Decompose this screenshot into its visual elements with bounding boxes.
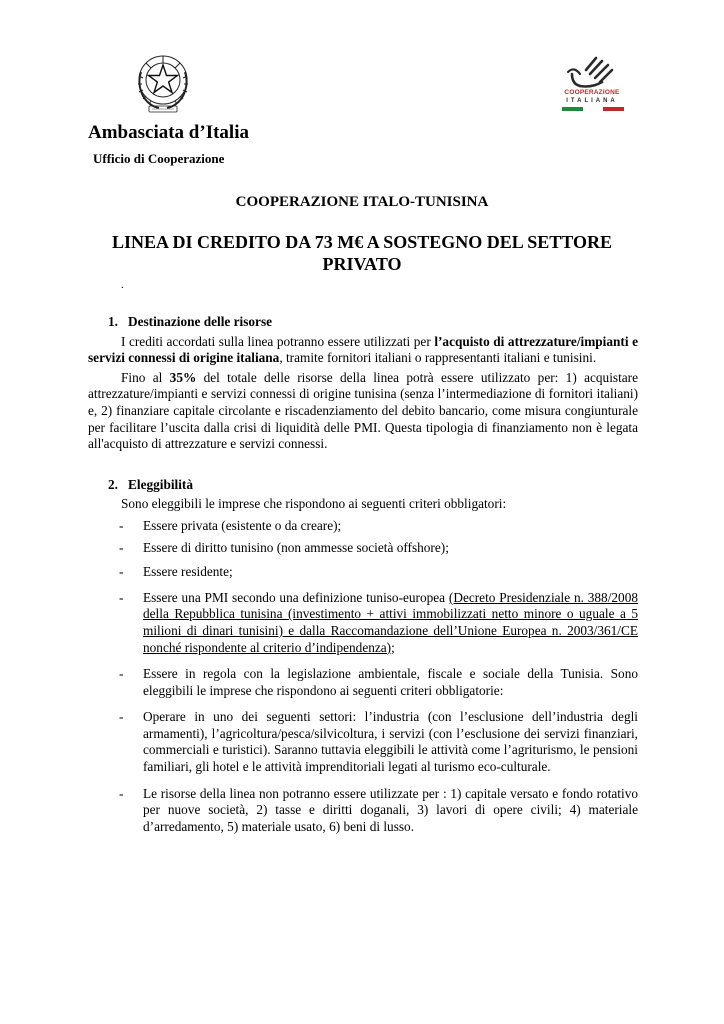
p1-text-c: , tramite fornitori italiani o rappresentanti italiani e tunisini.	[279, 350, 597, 366]
list-item-text: Essere una PMI secondo una definizione tuniso-europea	[143, 589, 449, 605]
section-1-title: Destinazione delle risorse	[128, 314, 273, 329]
document-body	[88, 314, 638, 835]
section-2-intro: Sono eleggibili le imprese che rispondono ai seguenti criteri obbligatori:	[121, 496, 507, 512]
list-marker: -	[119, 709, 124, 725]
list-marker: -	[119, 517, 124, 533]
list-marker: -	[119, 785, 124, 801]
list-item-text: Le risorse della linea non potranno essere utilizzate per : 1) capitale versato e fondo rotativo per nuove società, 2) tasse e diritti doganali, 3) lavori di opere civili; 4) materiale d’arredamento, 5) materiale usato, 6) beni di lusso.	[143, 785, 638, 834]
list-item-text-underlined: (Decreto Presidenziale n. 388/2008 della Repubblica tunisina (investimento + attivi immobilizzati netto minore o uguale a 5 milioni di dinari tunisini) e dalla Raccomandazione dell’Unione Europea n. 2003/361/CE nonché rispondente al criterio d’indipendenza)	[143, 589, 638, 655]
section-2-heading	[88, 477, 638, 494]
p2-text-c: del totale delle risorse della linea potrà essere utilizzato per: 1) acquistare attrezzature/impianti e servizi connessi di origine tunisina (senza l’intermediazione di fornitori italiani) e, 2) finanziare capitale circolante e riscadenziamento del debito bancario, come misura congiunturale per facilitare l’uscita dalla crisi di liquidità delle PMI. Questa tipologia di finanziamento non è legata all'acquisto di attrezzature e servizi connessi.	[88, 369, 638, 452]
document-title: LINEA DI CREDITO DA 73 M€ A SOSTEGNO DEL SETTORE PRIVATO	[112, 232, 612, 274]
logo-bar-green	[562, 107, 583, 111]
list-item-text: Essere in regola con la legislazione ambientale, fiscale e sociale della Tunisia. Sono eleggibili le imprese che rispondono ai seguenti criteri obbligatorie:	[143, 666, 638, 698]
list-item-text: Essere di diritto tunisino (non ammesse società offshore);	[143, 539, 449, 555]
document-supertitle: COOPERAZIONE ITALO-TUNISINA	[235, 194, 489, 210]
section-2-number: 2.	[108, 476, 118, 492]
list-item-text-end: ;	[391, 639, 395, 655]
logo-bar-red	[603, 107, 624, 111]
section-1-number: 1.	[108, 314, 118, 329]
p1-text-a: I crediti accordati sulla linea potranno essere utilizzati per	[121, 333, 435, 349]
list-marker: -	[119, 539, 124, 555]
logo-line-1: COOPERAZIONE	[564, 89, 620, 96]
list-marker: -	[119, 666, 124, 682]
list-item	[88, 518, 638, 535]
list-item-text: Essere residente;	[143, 564, 233, 580]
stray-dot: .	[121, 279, 124, 291]
italian-republic-emblem-icon	[133, 50, 193, 116]
list-item	[88, 590, 638, 656]
logo-line-2: ITALIANA	[566, 98, 618, 104]
eligibility-list	[88, 518, 638, 836]
p1-text-bold: l’acquisto di attrezzature/impianti e servizi connessi di origine italiana	[88, 333, 639, 366]
list-item-text: Operare in uno dei seguenti settori: l’industria (con l’esclusione dell’industria degli armamenti), l’agricoltura/pesca/silvicoltura, i servizi (con l’esclusione dei servizi finanziari, commerciali e turistici). Saranno tuttavia eleggibili le attività come l’agriturismo, le pensioni familiari, gli hotel e le attività imprenditoriali legati al turismo eco-culturale.	[143, 709, 638, 775]
logo-color-bar	[562, 107, 624, 111]
logo-wordmark	[556, 89, 628, 105]
list-item	[88, 564, 638, 581]
list-item-text: Essere privata (esistente o da creare);	[143, 517, 342, 533]
list-item	[88, 540, 638, 557]
list-marker: -	[119, 564, 124, 580]
list-item	[88, 709, 638, 775]
list-marker: -	[119, 589, 124, 605]
section-1-paragraph-1	[88, 334, 638, 367]
list-item	[88, 666, 638, 699]
section-1-heading	[88, 314, 638, 331]
office-name: Ufficio di Cooperazione	[93, 151, 225, 166]
p2-text-a: Fino al	[121, 369, 170, 385]
section-1-paragraph-2	[88, 370, 638, 453]
p2-text-bold: 35%	[169, 369, 197, 385]
list-item	[88, 786, 638, 836]
organization-name: Ambasciata d’Italia	[88, 122, 249, 143]
logo-bar-white	[583, 107, 604, 111]
section-2-title: Eleggibilità	[128, 476, 194, 492]
